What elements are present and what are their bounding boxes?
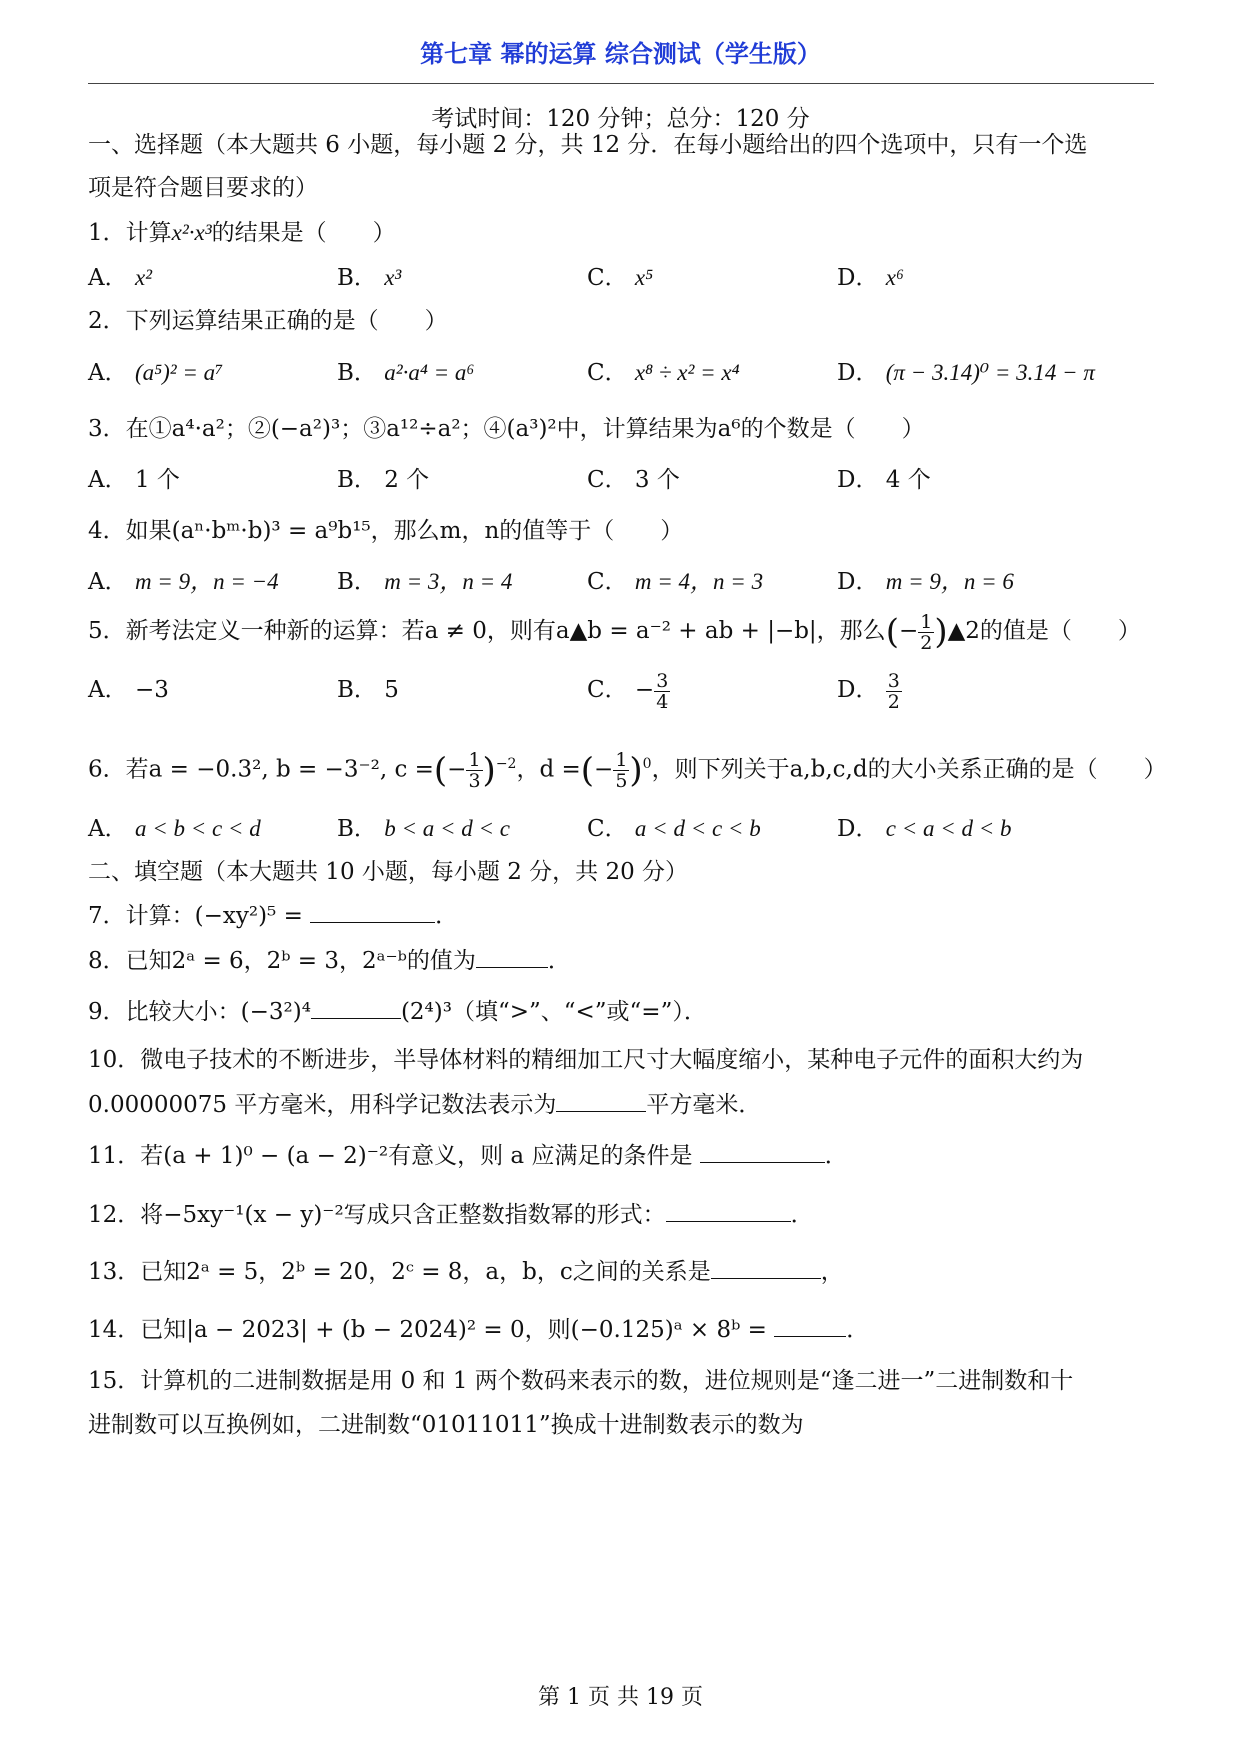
q3-option-d[interactable]: D． 4 个	[837, 467, 931, 493]
q1-option-c[interactable]: C． x⁵	[587, 265, 654, 291]
question-8: 8．已知2ᵃ = 6，2ᵇ = 3，2ᵃ⁻ᵇ的值为 ．	[88, 945, 571, 976]
q10-answer-blank[interactable]	[556, 1089, 646, 1112]
question-10: 10．微电子技术的不断进步，半导体材料的精细加工尺寸大幅度缩小，某种电子元件的面积大约为	[88, 1047, 1084, 1073]
page-title: 第七章 幂的运算 综合测试（学生版）	[420, 39, 821, 68]
question-2: 2．下列运算结果正确的是（ ）	[88, 308, 448, 334]
q7-answer-blank[interactable]	[310, 900, 435, 923]
q4-option-a[interactable]: A． m = 9，n = −4	[88, 569, 279, 595]
q6-option-c[interactable]: C． a < d < c < b	[587, 816, 761, 842]
q9-answer-blank[interactable]	[311, 996, 401, 1019]
q5-option-a[interactable]: A． −3	[88, 677, 169, 703]
q14-answer-blank[interactable]	[774, 1314, 846, 1337]
question-5: 5．新考法定义一种新的运算：若a ≠ 0，则有a▲b = a⁻² + ab + |−b|，那么(− $\frac{1}{2}$ )▲2的值是（ ）	[88, 610, 1141, 654]
question-1: 1．计算x²·x³的结果是（ ）	[88, 220, 396, 246]
q1-option-a[interactable]: A． x²	[88, 265, 153, 291]
section-1-heading: 一、选择题（本大题共 6 小题，每小题 2 分，共 12 分．在每小题给出的四个选项中，只有一个选	[88, 132, 1088, 158]
q2-option-d[interactable]: D． (π − 3.14)⁰ = 3.14 − π	[837, 360, 1095, 386]
q3-option-c[interactable]: C． 3 个	[587, 467, 680, 493]
q2-option-a[interactable]: A． (a⁵)² = a⁷	[88, 360, 224, 386]
q6-option-d[interactable]: D． c < a < d < b	[837, 816, 1012, 842]
question-15-cont: 进制数可以互换例如，二进制数“01011011”换成十进制数表示的数为	[88, 1412, 804, 1438]
question-9: 9．比较大小：(−3²)⁴ (2⁴)³（填“>”、“<”或“=”）．	[88, 996, 707, 1027]
question-4: 4．如果(aⁿ·bᵐ·b)³ = a⁹b¹⁵，那么m，n的值等于（ ）	[88, 518, 684, 544]
q1-option-d[interactable]: D． x⁶	[837, 265, 904, 291]
section-1-heading-cont: 项是符合题目要求的）	[88, 175, 318, 201]
question-3: 3．在①a⁴·a²；②(−a²)³；③a¹²÷a²；④(a³)²中，计算结果为a⁶的个数是（ ）	[88, 416, 925, 442]
q6-option-a[interactable]: A． a < b < c < d	[88, 816, 261, 842]
q2-option-b[interactable]: B． a²·a⁴ = a⁶	[337, 360, 475, 386]
section-2-heading: 二、填空题（本大题共 10 小题，每小题 2 分，共 20 分）	[88, 859, 689, 885]
question-15: 15．计算机的二进制数据是用 0 和 1 两个数码来表示的数，进位规则是“逢二进一”二进制数和十	[88, 1368, 1074, 1394]
question-6: 6．若a = −0.3², b = −3⁻², c =(− $\frac{1}{3}$ )$^{-2}$，d =(− $\frac{1}{5}$ )$^0$，则下列关于a,b,c,d的大小关系正确的是（ ）	[88, 749, 1167, 793]
exam-info: 考试时间：120 分钟；总分：120 分	[431, 106, 810, 132]
q4-option-d[interactable]: D． m = 9，n = 6	[837, 569, 1014, 595]
q4-option-b[interactable]: B． m = 3，n = 4	[337, 569, 513, 595]
question-7: 7．计算：(−xy²)⁵ = ．	[88, 900, 458, 931]
question-14: 14．已知|a − 2023| + (b − 2024)² = 0，则(−0.125)ᵃ × 8ᵇ = ．	[88, 1314, 869, 1345]
q11-answer-blank[interactable]	[700, 1140, 825, 1163]
q4-option-c[interactable]: C． m = 4，n = 3	[587, 569, 764, 595]
q8-answer-blank[interactable]	[476, 945, 548, 968]
q2-option-c[interactable]: C． x⁸ ÷ x² = x⁴	[587, 360, 740, 386]
question-10-cont: 0.00000075 平方毫米，用科学记数法表示为 平方毫米．	[88, 1089, 761, 1120]
header-rule	[88, 83, 1154, 84]
q13-answer-blank[interactable]	[711, 1256, 821, 1279]
question-11: 11．若(a + 1)⁰ − (a − 2)⁻²有意义，则 a 应满足的条件是 ．	[88, 1140, 848, 1171]
q6-option-b[interactable]: B． b < a < d < c	[337, 816, 510, 842]
q5-option-d[interactable]: D． $\frac{3}{2}$	[837, 669, 900, 713]
q1-option-b[interactable]: B． x³	[337, 265, 402, 291]
q12-answer-blank[interactable]	[666, 1199, 791, 1222]
q5-option-c[interactable]: C． − $\frac{3}{4}$	[587, 669, 669, 713]
q3-option-b[interactable]: B． 2 个	[337, 467, 430, 493]
page-number: 第 1 页 共 19 页	[538, 1685, 703, 1710]
question-13: 13．已知2ᵃ = 5，2ᵇ = 20，2ᶜ = 8，a，b，c之间的关系是 ，	[88, 1256, 844, 1287]
question-12: 12．将−5xy⁻¹(x − y)⁻²写成只含正整数指数幂的形式： ．	[88, 1199, 814, 1230]
q5-option-b[interactable]: B． 5	[337, 677, 399, 703]
q3-option-a[interactable]: A． 1 个	[88, 467, 180, 493]
